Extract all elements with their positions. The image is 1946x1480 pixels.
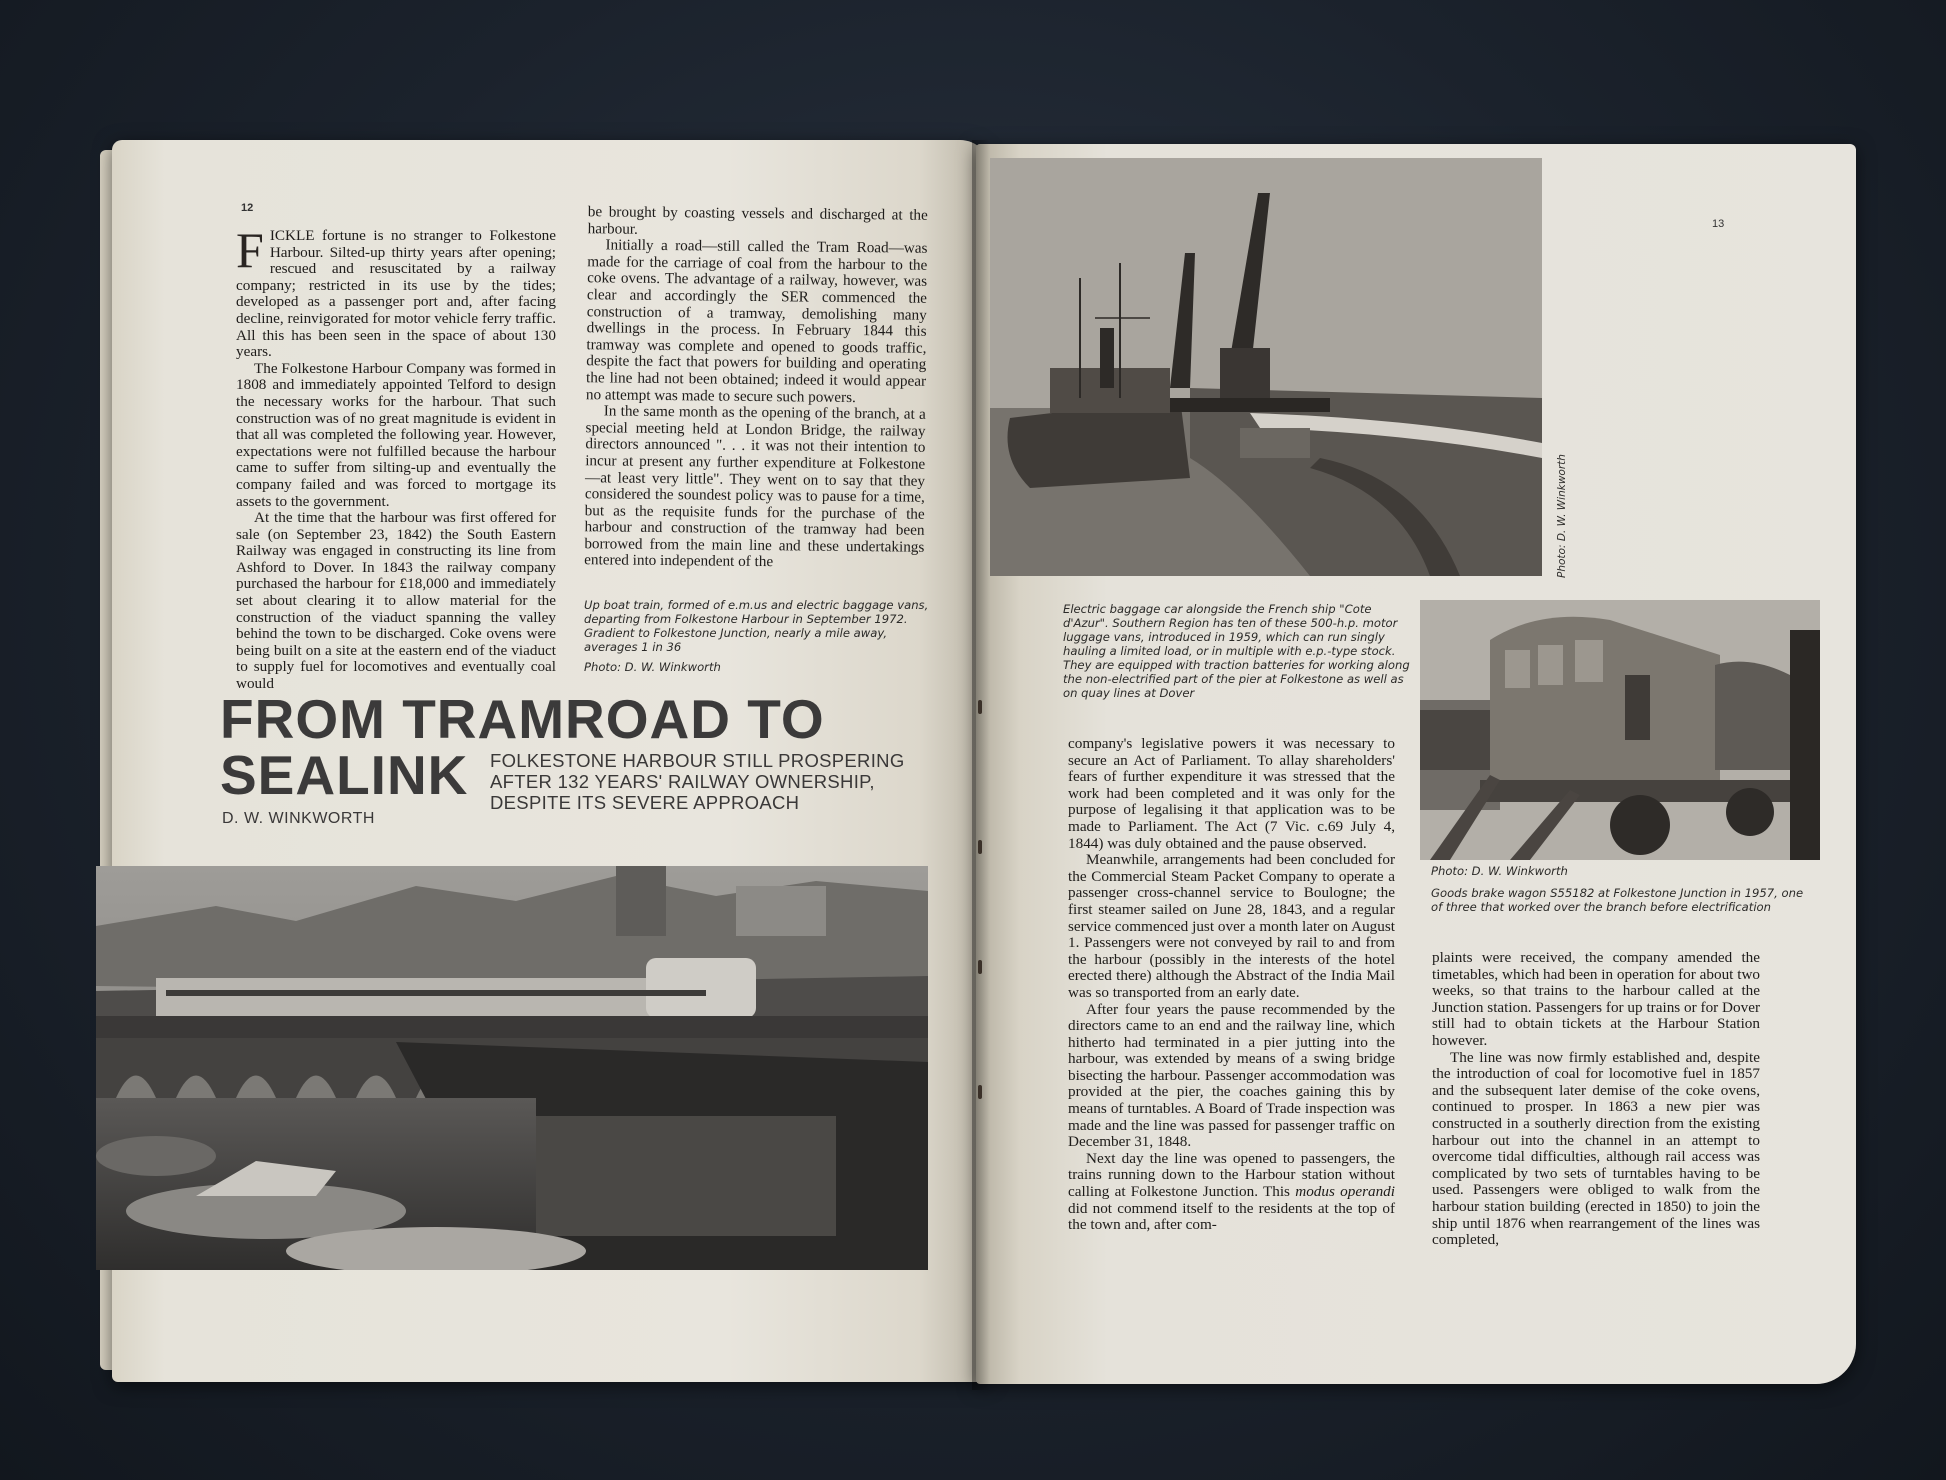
caption-train: Up boat train, formed of e.m.us and electric baggage vans, departing from Folkestone Harbour in September 1972. Gradient to Folkestone Junction, nearly a mile away, averages 1 in 36 Photo: D. W. Winkworth — [584, 598, 932, 674]
byline: D. W. WINKWORTH — [222, 810, 375, 827]
page-number-right: 13 — [1712, 218, 1725, 230]
photo-harbour-pier — [990, 158, 1542, 576]
photo-credit: Photo: D. W. Winkworth — [1431, 864, 1568, 878]
article-column-4 — [1432, 950, 1760, 1249]
paragraph: Next day the line was opened to passengers, the trains running down to the Harbour station without calling at Folkestone Junction. This modus operandi did not commend itself to the residents at the top of the town and, after com- — [1068, 1149, 1395, 1234]
article-column-3 — [1068, 736, 1395, 1234]
photo-brake-wagon — [1420, 600, 1820, 860]
staple — [978, 1085, 982, 1099]
photo-credit: Photo: D. W. Winkworth — [584, 660, 721, 674]
harbour-pier-image — [990, 158, 1542, 576]
drop-cap: F — [236, 222, 264, 278]
viaduct-train-image — [96, 866, 928, 1270]
caption-wagon: Photo: D. W. Winkworth Goods brake wagon S55182 at Folkestone Junction in 1957, one of three that worked over the branch before electrification — [1431, 864, 1811, 914]
paragraph: The line was now firmly established and, despite the introduction of coal for locomotive fuel in 1857 and the subsequent later demise of the coke ovens, continued to prosper. In 1863 a new pier was constructed in a southerly direction from the existing harbour out into the channel in an attempt to overcome tidal difficulties, although rail access was complicated by two sets of turntables having to be used. Passengers were obliged to walk from the harbour station building (erected in 1850) to join the ship until 1876 when rearrangement of the lines was completed, — [1432, 1048, 1760, 1249]
spine-gutter — [972, 140, 990, 1390]
brake-wagon-image — [1420, 600, 1820, 860]
headline-line-2: SEALINK — [220, 744, 469, 806]
staple — [978, 840, 982, 854]
staple — [978, 960, 982, 974]
headline-line-1: FROM TRAMROAD TO — [220, 688, 825, 750]
paragraph: be brought by coasting vessels and discharged at the harbour. — [587, 203, 928, 238]
staple — [978, 700, 982, 714]
italic-phrase: modus operandi — [1295, 1183, 1395, 1201]
caption-pier: Electric baggage car alongside the French ship "Cote d'Azur". Southern Region has ten of these 500-h.p. motor luggage vans, introduced in 1959, which can run singly hauling a limited load, or in multiple with e.p.-type stock. They are equipped with traction batteries for working along the non-electrified part of the pier at Folkestone as well as on quay lines at Dover — [1063, 602, 1410, 700]
paragraph: The Folkestone Harbour Company was formed in 1808 and immediately appointed Telford to design the necessary works for the harbour. That such construction was of no great magnitude is evident in that all was completed the following year. However, expectations were not fulfilled because the harbour came to suffer from silting-up and eventually the company failed and was forced to mortgage its assets to the government. — [236, 359, 556, 510]
standfirst: FOLKESTONE HARBOUR STILL PROSPERING AFTER 132 YEARS' RAILWAY OWNERSHIP, DESPITE ITS SEVERE APPROACH — [490, 750, 905, 813]
paragraph: Meanwhile, arrangements had been concluded for the Commercial Steam Packet Company to operate a passenger cross-channel service to Boulogne; the first steamer sailed on June 28, 1843, and a regular service commenced just over a month later on August 1. Passengers were not conveyed by rail to and from the harbour (possibly in the interests of the hotel erected there) although the Abstract of the India Mail was so transported from an early date. — [1068, 851, 1395, 1001]
page-number-left: 12 — [241, 202, 254, 214]
photo-viaduct-train — [96, 866, 928, 1270]
paragraph: At the time that the harbour was first offered for sale (on September 23, 1842) the South Eastern Railway was engaged in constructing its line from Ashford to Dover. In 1843 the railway company purchased the harbour for £18,000 and immediately set about clearing it to allow material for the construction of the viaduct spanning the valley behind the town to be discharged. Coke ovens were being built on a site at the eastern end of the viaduct to supply fuel for locomotives and eventually coal would — [236, 509, 556, 693]
paragraph: Initially a road—still called the Tram Road—was made for the carriage of coal from the harbour to the coke ovens. The advantage of a railway, however, was clear and accordingly the SER commenced the construction of a tramway, demolishing many dwellings in the process. In February 1844 this tramway was complete and opened to goods traffic, despite the fact that powers for building and operating the line had not been obtained; indeed it would appear no attempt was made to secure such powers. — [585, 236, 928, 406]
paragraph: company's legislative powers it was necessary to secure an Act of Parliament. To allay shareholders' fears of further expenditure it was stressed that the work had been completed and it was only for the purpose of legalising it that application was to be made to Parliament. The Act (7 Vic. c.69 July 4, 1844) was duly obtained and the pause observed. — [1068, 735, 1395, 852]
paragraph: After four years the pause recommended by the directors came to an end and the railway line, which hitherto had terminated in a pier jutting into the harbour, was extended by means of a swing bridge bisecting the harbour. Passenger accommodation was provided at the pier, the coaches gaining this by means of turntables. A Board of Trade inspection was made and the line was passed for passenger traffic on December 31, 1848. — [1068, 1000, 1395, 1151]
article-column-1 — [236, 222, 556, 693]
paragraph: plaints were received, the company amended the timetables, which had been in operation for about two weeks, so that trains to the harbour called at the Junction station. Passengers for up trains or for Dover still had to obtain tickets at the Harbour Station however. — [1432, 949, 1760, 1049]
paragraph: In the same month as the opening of the branch, at a special meeting held at London Bridge, the railway directors announced ". . . it was not their intention to incur at present any further expenditure at Folkestone—at least very little". They went on to say that they considered the soundest policy was to pause for a time, but as the requisite funds for the purchase of the harbour and construction of the tramway had been borrowed from the main line and these undertakings entered into independent of the — [584, 402, 926, 571]
paragraph: FICKLE fortune is no stranger to Folkestone Harbour. Silted-up thirty years after opening; rescued and resuscitated by a railway company; restricted in its use by the tides; developed as a passenger port and, after facing decline, reinvigorated for motor vehicle ferry traffic. All this has been seen in the space of about 130 years. — [236, 222, 556, 361]
article-column-2 — [584, 204, 928, 573]
photo-credit-vertical: Photo: D. W. Winkworth — [1556, 454, 1568, 578]
